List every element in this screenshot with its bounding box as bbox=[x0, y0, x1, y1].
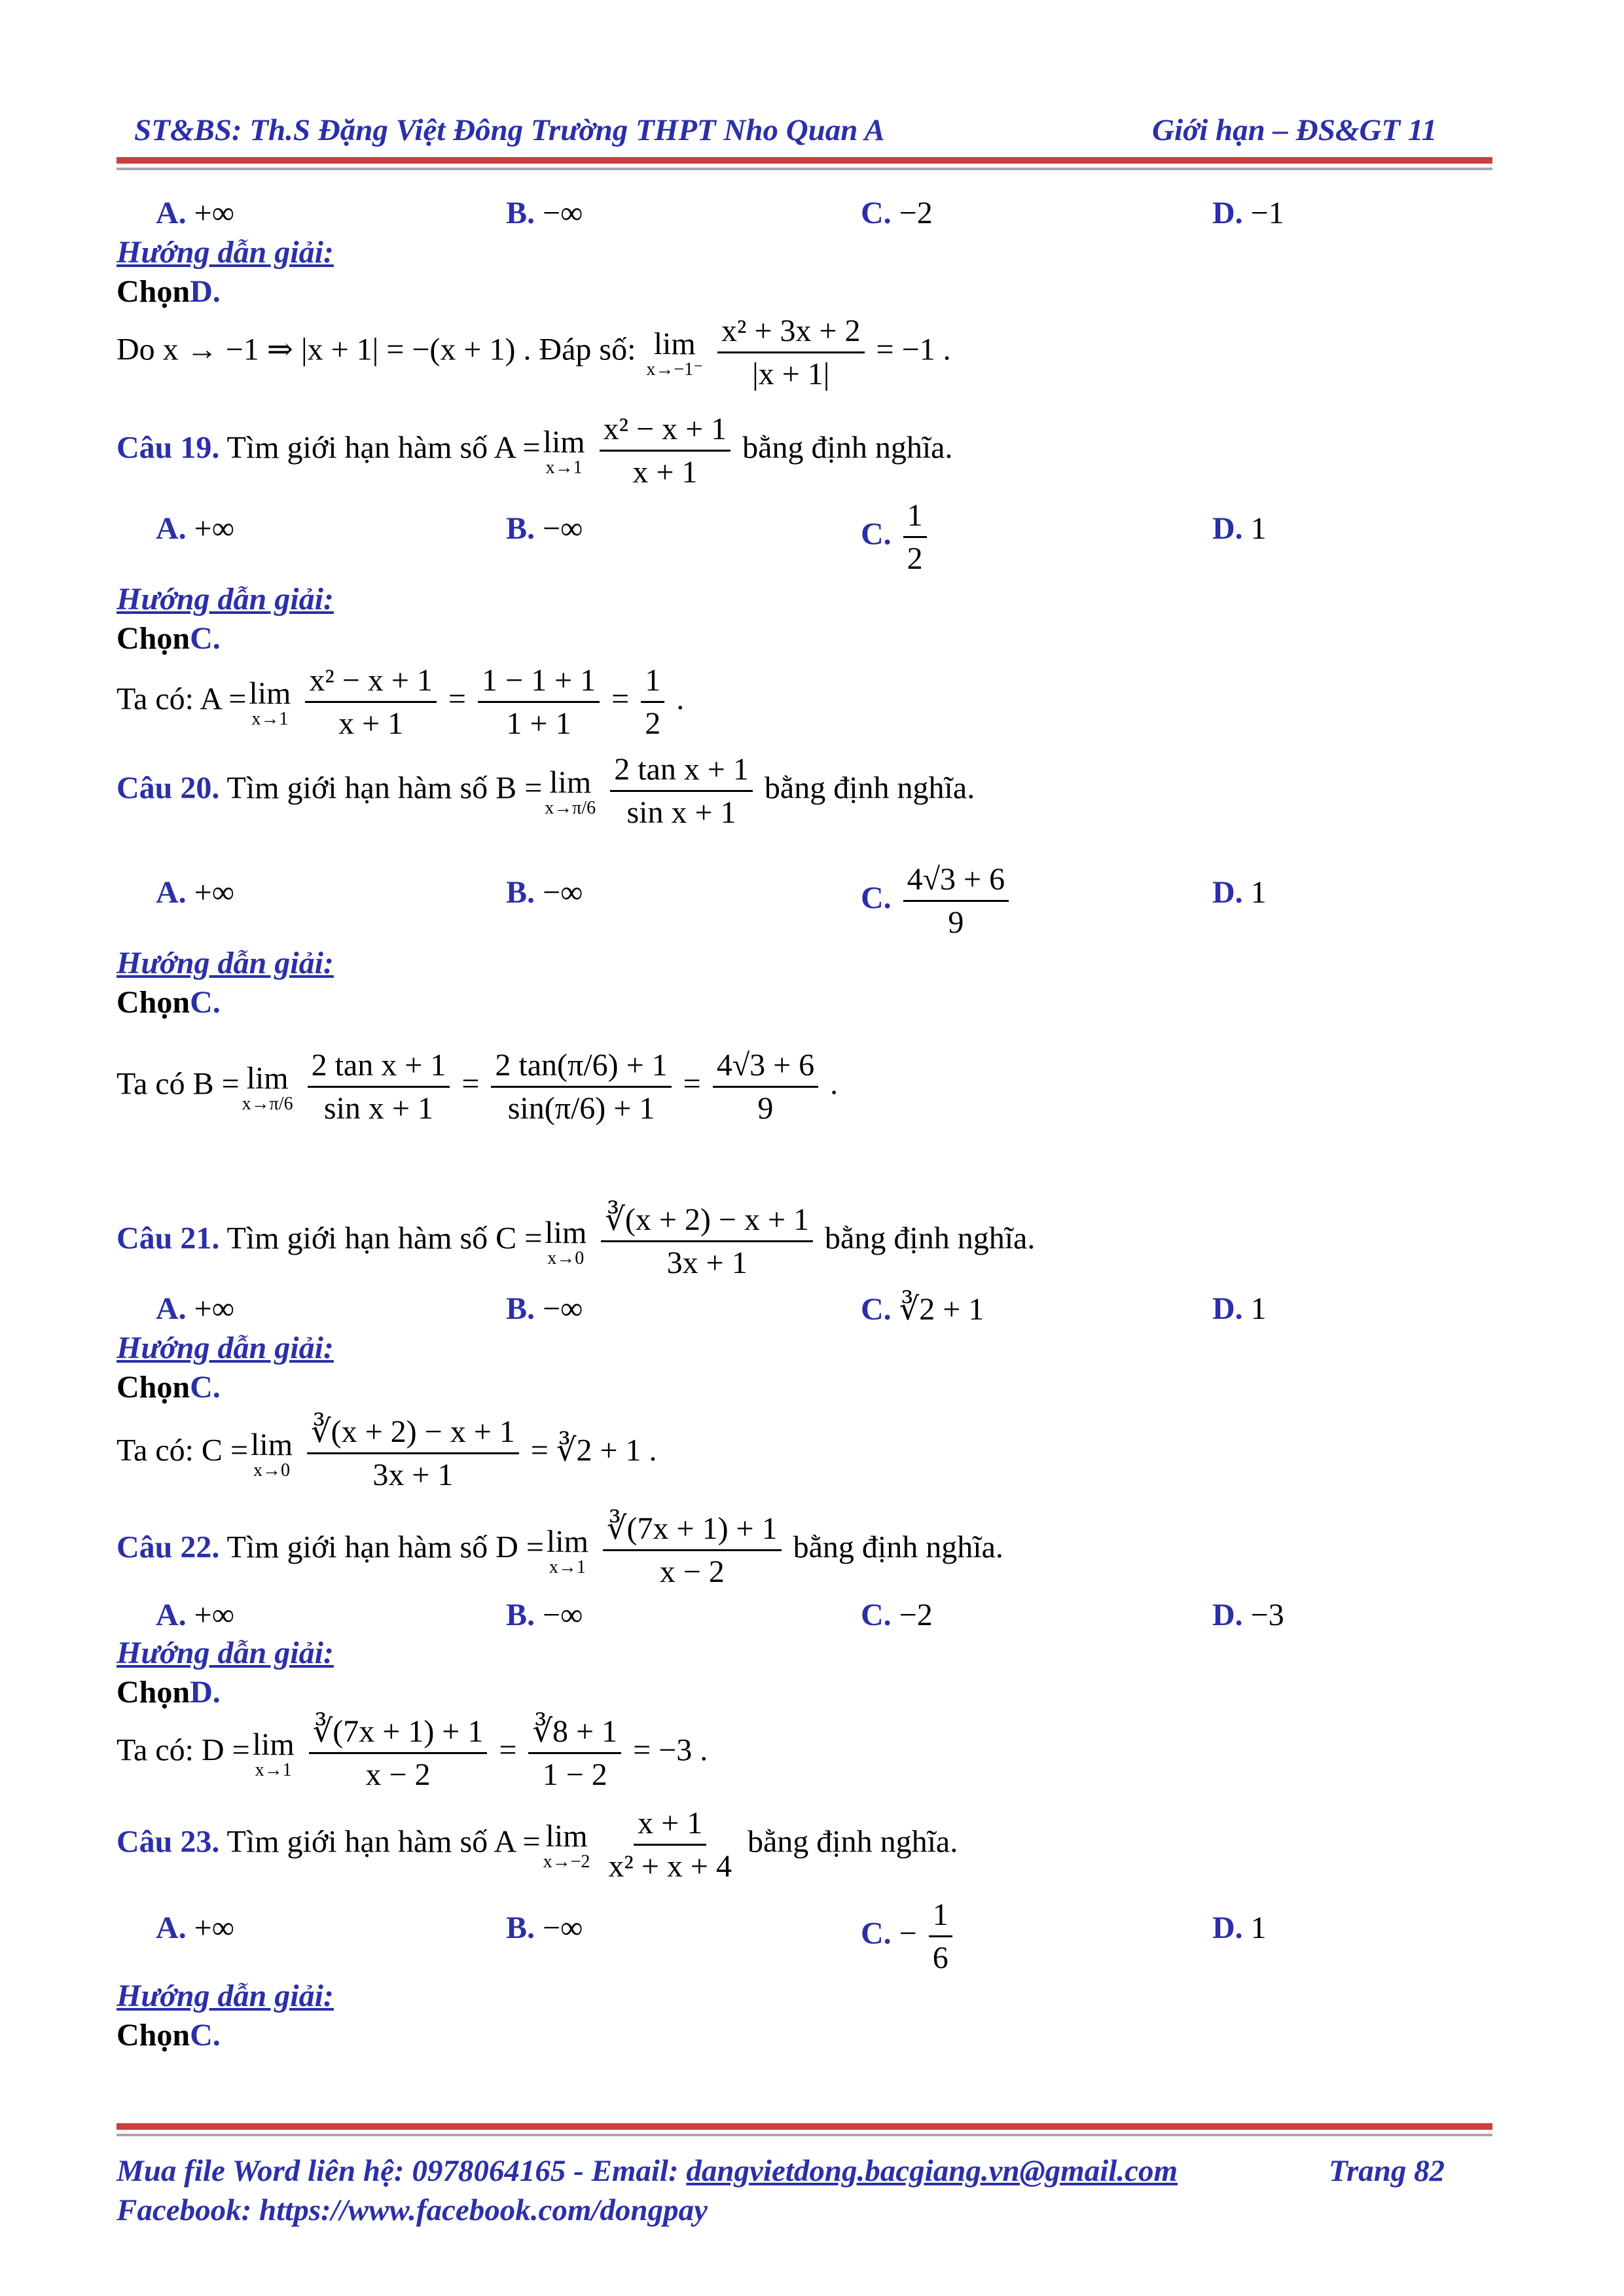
q23-answer: ChọnC. bbox=[117, 2018, 221, 2053]
q21-solution: Ta có: C = lim x→0 $\frac{∛(x + 2) - x + 1}{3x + 1}$ = ∛2 + 1 . bbox=[117, 1414, 657, 1493]
footer-rule-thin bbox=[117, 2134, 1492, 2136]
q20-option-a: A. +∞ bbox=[156, 875, 234, 910]
q22-option-b: B. −∞ bbox=[506, 1598, 583, 1632]
q22-guide-heading: Hướng dẫn giải: bbox=[117, 1636, 334, 1670]
q21-answer: ChọnC. bbox=[117, 1370, 221, 1405]
footer-contact: Mua file Word liên hệ: 0978064165 - Email: dangvietdong.bacgiang.vn@gmail.com bbox=[117, 2154, 1178, 2188]
q18-solution: Do x → −1 ⇒ |x + 1| = −(x + 1) . Đáp số: lim x→−1⁻ $\frac{\text{x² + 3x + 2}}{|x + 1|}$ = −1 . bbox=[117, 314, 951, 392]
footer-facebook[interactable]: Facebook: https://www.facebook.com/dongpay bbox=[117, 2193, 708, 2227]
q19-guide-heading: Hướng dẫn giải: bbox=[117, 582, 334, 617]
email-link[interactable]: dangvietdong.bacgiang.vn@gmail.com bbox=[686, 2154, 1178, 2188]
q20-question: Câu 20. Tìm giới hạn hàm số B = lim x→π/6 $\frac{\text{2 tan x + 1}}{\text{sin x + 1}}$ bằng định nghĩa. bbox=[117, 752, 975, 831]
q19-answer: ChọnC. bbox=[117, 621, 221, 656]
q23-option-d: D. 1 bbox=[1212, 1910, 1267, 1945]
footer-rule bbox=[117, 2123, 1492, 2130]
q20-option-c: C. $\frac{4√3 + 6}{9}$ bbox=[861, 861, 1013, 941]
header-chapter: Giới hạn – ĐS&GT 11 bbox=[1152, 113, 1437, 147]
q19-option-a: A. +∞ bbox=[156, 511, 234, 546]
q19-option-c: C. $\frac{1}{2}$ bbox=[861, 497, 931, 577]
q22-question: Câu 22. Tìm giới hạn hàm số D = lim x→1 $\frac{∛(7x + 1) + 1}{x - 2}$ bằng định nghĩa. bbox=[117, 1511, 1003, 1590]
q22-answer: ChọnD. bbox=[117, 1675, 221, 1710]
q23-option-c: C. − $\frac{1}{6}$ bbox=[861, 1897, 956, 1976]
q23-option-b: B. −∞ bbox=[506, 1910, 583, 1945]
q21-option-a: A. +∞ bbox=[156, 1291, 234, 1326]
page-number: Trang 82 bbox=[1329, 2154, 1445, 2188]
q19-solution: Ta có: A = lim x→1 $\frac{\text{x² − x + 1}}{x + 1}$ = $\frac{1 - 1 + 1}{1 + 1}$ = $\frac{1}{2}$ . bbox=[117, 663, 685, 742]
q21-option-c: C. ∛2 + 1 bbox=[861, 1292, 984, 1327]
q20-guide-heading: Hướng dẫn giải: bbox=[117, 946, 334, 980]
q18-guide-heading: Hướng dẫn giải: bbox=[117, 235, 334, 270]
q22-solution: Ta có: D = lim x→1 $\frac{∛(7x + 1) + 1}{x - 2}$ = $\frac{∛8 + 1}{1 - 2}$ = −3 . bbox=[117, 1714, 708, 1793]
q22-option-d: D. −3 bbox=[1212, 1598, 1284, 1632]
q18-option-b: B. −∞ bbox=[506, 196, 583, 230]
q21-option-d: D. 1 bbox=[1212, 1291, 1267, 1326]
q21-question: Câu 21. Tìm giới hạn hàm số C = lim x→0 $\frac{∛(x + 2) - x + 1}{3x + 1}$ bằng định nghĩa. bbox=[117, 1202, 1036, 1281]
q20-solution: Ta có B = lim x→π/6 $\frac{\text{2 tan x + 1}}{\text{sin x + 1}}$ = $\frac{2 \tan(\pi/6) + 1}{\sin(\pi/6) + 1}$ = $\frac{4√3 + 6}{9}$ . bbox=[117, 1048, 839, 1126]
header-title: ST&BS: Th.S Đặng Việt Đông Trường THPT Nho Quan A bbox=[134, 113, 885, 147]
q18-answer: ChọnD. bbox=[117, 274, 221, 309]
q18-option-a: A. +∞ bbox=[156, 196, 234, 230]
q22-option-c: C. −2 bbox=[861, 1598, 933, 1632]
q20-option-b: B. −∞ bbox=[506, 875, 583, 910]
q18-fraction: $\frac{\text{x² + 3x + 2}}{|x + 1|}$ bbox=[717, 313, 865, 392]
q18-option-d: D. −1 bbox=[1212, 196, 1284, 230]
q22-option-a: A. +∞ bbox=[156, 1598, 234, 1632]
q20-option-d: D. 1 bbox=[1212, 875, 1267, 910]
header-rule-thin bbox=[117, 168, 1492, 170]
q23-guide-heading: Hướng dẫn giải: bbox=[117, 1979, 334, 2013]
q19-question: Câu 19. Tìm giới hạn hàm số A = lim x→1 $\frac{\text{x² − x + 1}}{x + 1}$ bằng định nghĩa. bbox=[117, 412, 953, 490]
q19-option-b: B. −∞ bbox=[506, 511, 583, 546]
lim-operator: lim x→−1⁻ bbox=[646, 327, 703, 380]
q18-option-c: C. −2 bbox=[861, 196, 933, 230]
q21-option-b: B. −∞ bbox=[506, 1291, 583, 1326]
header-rule bbox=[117, 157, 1492, 164]
q23-option-a: A. +∞ bbox=[156, 1910, 234, 1945]
q20-answer: ChọnC. bbox=[117, 985, 221, 1020]
q23-question: Câu 23. Tìm giới hạn hàm số A = lim x→−2 $\frac{x + 1}{\text{x² + x + 4}}$ bằng định nghĩa. bbox=[117, 1806, 958, 1884]
q19-option-d: D. 1 bbox=[1212, 511, 1267, 546]
q21-guide-heading: Hướng dẫn giải: bbox=[117, 1331, 334, 1365]
